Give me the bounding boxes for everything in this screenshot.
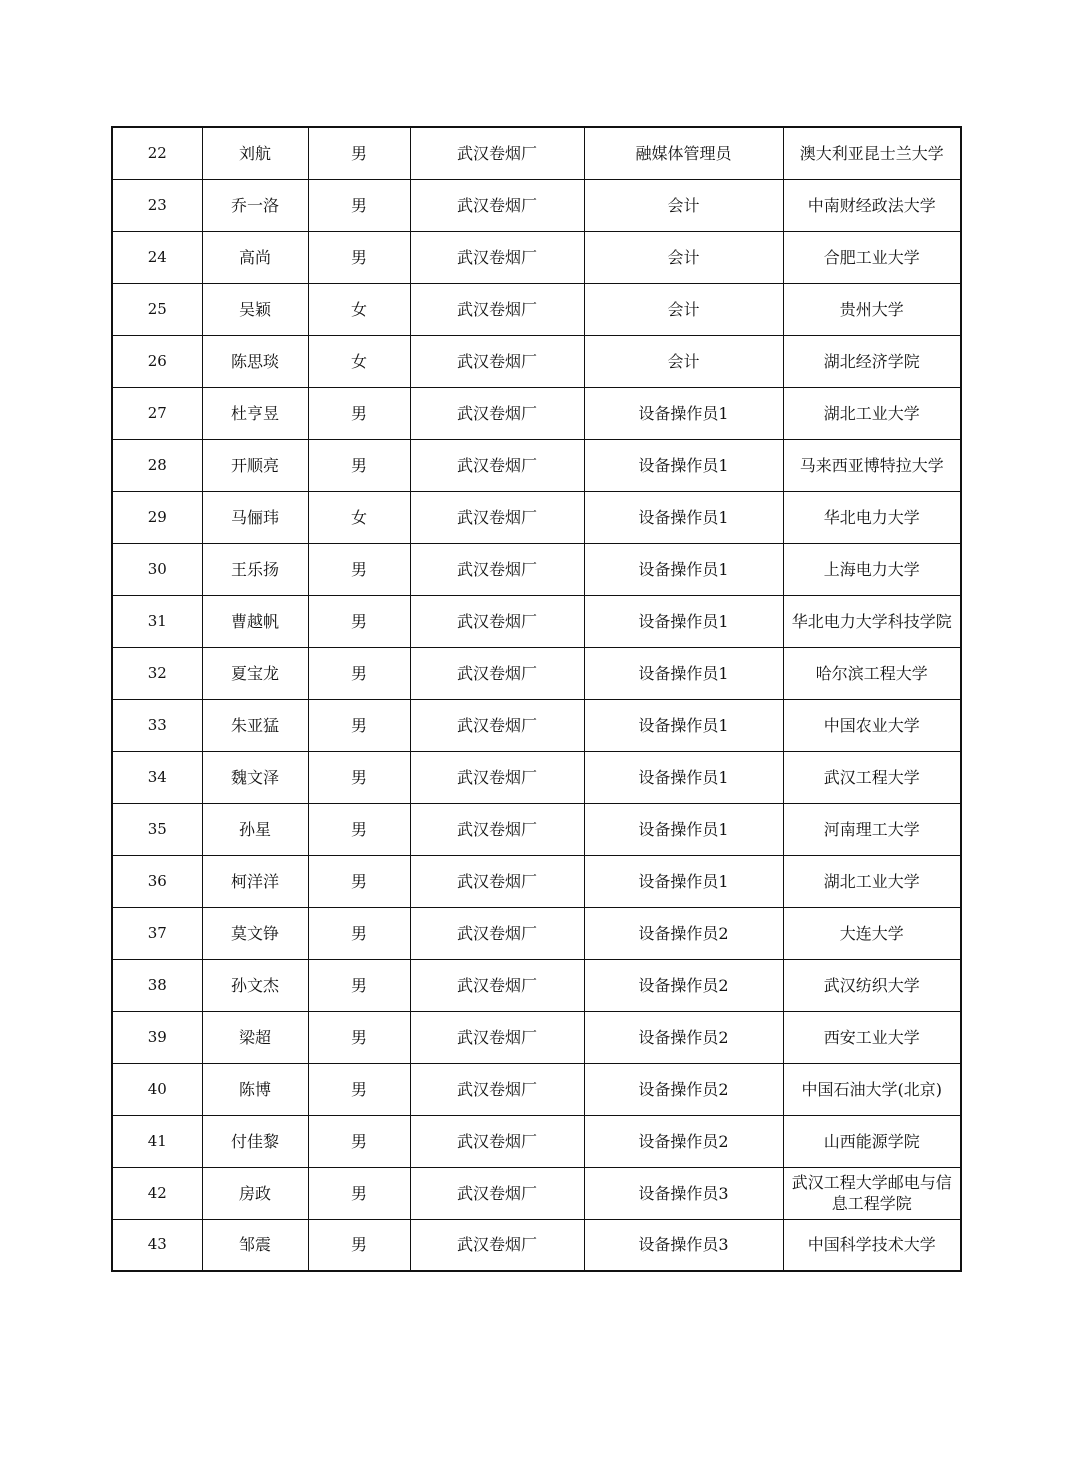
cell-unit: 武汉卷烟厂 xyxy=(410,1011,584,1063)
table-row xyxy=(112,595,961,647)
cell-number: 22 xyxy=(112,127,202,179)
cell-unit: 武汉卷烟厂 xyxy=(410,751,584,803)
cell-gender: 男 xyxy=(308,803,410,855)
cell-number: 32 xyxy=(112,647,202,699)
cell-unit: 武汉卷烟厂 xyxy=(410,595,584,647)
cell-name: 马俪玮 xyxy=(202,491,308,543)
table-row xyxy=(112,699,961,751)
table-row xyxy=(112,1063,961,1115)
cell-unit: 武汉卷烟厂 xyxy=(410,855,584,907)
cell-position: 设备操作员2 xyxy=(584,959,783,1011)
cell-gender: 男 xyxy=(308,907,410,959)
cell-name: 付佳黎 xyxy=(202,1115,308,1167)
cell-gender: 女 xyxy=(308,335,410,387)
cell-name: 孙文杰 xyxy=(202,959,308,1011)
cell-number: 40 xyxy=(112,1063,202,1115)
table-row xyxy=(112,283,961,335)
cell-gender: 女 xyxy=(308,283,410,335)
cell-number: 33 xyxy=(112,699,202,751)
cell-unit: 武汉卷烟厂 xyxy=(410,491,584,543)
table-row xyxy=(112,387,961,439)
cell-number: 34 xyxy=(112,751,202,803)
cell-name: 曹越帆 xyxy=(202,595,308,647)
cell-position: 会计 xyxy=(584,283,783,335)
cell-position: 设备操作员1 xyxy=(584,855,783,907)
cell-unit: 武汉卷烟厂 xyxy=(410,439,584,491)
cell-school: 湖北工业大学 xyxy=(783,387,961,439)
cell-position: 设备操作员1 xyxy=(584,699,783,751)
cell-number: 31 xyxy=(112,595,202,647)
cell-gender: 男 xyxy=(308,959,410,1011)
table-row xyxy=(112,335,961,387)
cell-gender: 男 xyxy=(308,231,410,283)
cell-position: 会计 xyxy=(584,179,783,231)
cell-unit: 武汉卷烟厂 xyxy=(410,647,584,699)
cell-number: 39 xyxy=(112,1011,202,1063)
cell-school: 哈尔滨工程大学 xyxy=(783,647,961,699)
cell-unit: 武汉卷烟厂 xyxy=(410,1063,584,1115)
cell-number: 42 xyxy=(112,1167,202,1219)
table-row xyxy=(112,231,961,283)
cell-number: 38 xyxy=(112,959,202,1011)
cell-position: 设备操作员1 xyxy=(584,387,783,439)
cell-name: 开顺亮 xyxy=(202,439,308,491)
cell-gender: 男 xyxy=(308,127,410,179)
table-row xyxy=(112,959,961,1011)
cell-name: 高尚 xyxy=(202,231,308,283)
cell-name: 吴颖 xyxy=(202,283,308,335)
cell-position: 融媒体管理员 xyxy=(584,127,783,179)
cell-number: 36 xyxy=(112,855,202,907)
table-row xyxy=(112,179,961,231)
cell-position: 设备操作员1 xyxy=(584,543,783,595)
cell-name: 邹震 xyxy=(202,1219,308,1271)
cell-gender: 男 xyxy=(308,699,410,751)
cell-number: 23 xyxy=(112,179,202,231)
cell-unit: 武汉卷烟厂 xyxy=(410,179,584,231)
cell-school: 武汉工程大学 xyxy=(783,751,961,803)
cell-unit: 武汉卷烟厂 xyxy=(410,231,584,283)
cell-position: 设备操作员1 xyxy=(584,751,783,803)
table-row xyxy=(112,907,961,959)
cell-gender: 男 xyxy=(308,751,410,803)
cell-name: 王乐扬 xyxy=(202,543,308,595)
cell-gender: 男 xyxy=(308,855,410,907)
cell-position: 设备操作员3 xyxy=(584,1219,783,1271)
cell-position: 设备操作员3 xyxy=(584,1167,783,1219)
cell-gender: 女 xyxy=(308,491,410,543)
cell-name: 夏宝龙 xyxy=(202,647,308,699)
roster-table xyxy=(111,126,962,1272)
cell-school: 中国科学技术大学 xyxy=(783,1219,961,1271)
cell-name: 柯洋洋 xyxy=(202,855,308,907)
cell-number: 27 xyxy=(112,387,202,439)
cell-gender: 男 xyxy=(308,1011,410,1063)
cell-position: 设备操作员1 xyxy=(584,647,783,699)
cell-unit: 武汉卷烟厂 xyxy=(410,335,584,387)
table-row xyxy=(112,1167,961,1219)
cell-name: 梁超 xyxy=(202,1011,308,1063)
cell-gender: 男 xyxy=(308,1115,410,1167)
table-row xyxy=(112,647,961,699)
cell-gender: 男 xyxy=(308,387,410,439)
cell-name: 陈思琰 xyxy=(202,335,308,387)
cell-unit: 武汉卷烟厂 xyxy=(410,907,584,959)
cell-number: 26 xyxy=(112,335,202,387)
cell-position: 设备操作员2 xyxy=(584,1063,783,1115)
cell-unit: 武汉卷烟厂 xyxy=(410,699,584,751)
table-row xyxy=(112,127,961,179)
cell-gender: 男 xyxy=(308,1063,410,1115)
cell-number: 29 xyxy=(112,491,202,543)
cell-name: 刘航 xyxy=(202,127,308,179)
cell-school: 中国石油大学(北京) xyxy=(783,1063,961,1115)
cell-position: 设备操作员1 xyxy=(584,439,783,491)
table-row xyxy=(112,803,961,855)
cell-school: 大连大学 xyxy=(783,907,961,959)
table-row xyxy=(112,543,961,595)
cell-school: 山西能源学院 xyxy=(783,1115,961,1167)
cell-school: 武汉纺织大学 xyxy=(783,959,961,1011)
cell-name: 莫文铮 xyxy=(202,907,308,959)
cell-position: 设备操作员2 xyxy=(584,907,783,959)
cell-gender: 男 xyxy=(308,595,410,647)
cell-gender: 男 xyxy=(308,1167,410,1219)
cell-gender: 男 xyxy=(308,179,410,231)
cell-number: 35 xyxy=(112,803,202,855)
table-row xyxy=(112,855,961,907)
cell-school: 西安工业大学 xyxy=(783,1011,961,1063)
cell-name: 陈博 xyxy=(202,1063,308,1115)
cell-name: 朱亚猛 xyxy=(202,699,308,751)
cell-number: 24 xyxy=(112,231,202,283)
cell-unit: 武汉卷烟厂 xyxy=(410,283,584,335)
cell-school: 中南财经政法大学 xyxy=(783,179,961,231)
cell-school: 武汉工程大学邮电与信息工程学院 xyxy=(783,1167,961,1219)
cell-number: 43 xyxy=(112,1219,202,1271)
cell-position: 设备操作员1 xyxy=(584,491,783,543)
table-row xyxy=(112,1219,961,1271)
cell-position: 会计 xyxy=(584,231,783,283)
cell-name: 魏文泽 xyxy=(202,751,308,803)
cell-gender: 男 xyxy=(308,647,410,699)
cell-school: 马来西亚博特拉大学 xyxy=(783,439,961,491)
cell-gender: 男 xyxy=(308,1219,410,1271)
cell-unit: 武汉卷烟厂 xyxy=(410,803,584,855)
table-row xyxy=(112,491,961,543)
cell-school: 湖北工业大学 xyxy=(783,855,961,907)
cell-school: 湖北经济学院 xyxy=(783,335,961,387)
table-row xyxy=(112,1011,961,1063)
cell-unit: 武汉卷烟厂 xyxy=(410,127,584,179)
cell-school: 河南理工大学 xyxy=(783,803,961,855)
cell-unit: 武汉卷烟厂 xyxy=(410,1219,584,1271)
cell-position: 设备操作员2 xyxy=(584,1115,783,1167)
cell-number: 37 xyxy=(112,907,202,959)
cell-unit: 武汉卷烟厂 xyxy=(410,1167,584,1219)
cell-name: 孙星 xyxy=(202,803,308,855)
cell-school: 澳大利亚昆士兰大学 xyxy=(783,127,961,179)
cell-school: 合肥工业大学 xyxy=(783,231,961,283)
cell-number: 30 xyxy=(112,543,202,595)
cell-school: 华北电力大学科技学院 xyxy=(783,595,961,647)
cell-position: 设备操作员1 xyxy=(584,595,783,647)
table-row xyxy=(112,1115,961,1167)
cell-school: 上海电力大学 xyxy=(783,543,961,595)
table-row xyxy=(112,751,961,803)
cell-unit: 武汉卷烟厂 xyxy=(410,959,584,1011)
cell-number: 41 xyxy=(112,1115,202,1167)
cell-name: 杜亨昱 xyxy=(202,387,308,439)
cell-school: 贵州大学 xyxy=(783,283,961,335)
cell-unit: 武汉卷烟厂 xyxy=(410,387,584,439)
cell-position: 设备操作员2 xyxy=(584,1011,783,1063)
cell-unit: 武汉卷烟厂 xyxy=(410,1115,584,1167)
cell-school: 华北电力大学 xyxy=(783,491,961,543)
cell-gender: 男 xyxy=(308,439,410,491)
cell-number: 25 xyxy=(112,283,202,335)
cell-gender: 男 xyxy=(308,543,410,595)
cell-position: 设备操作员1 xyxy=(584,803,783,855)
cell-name: 房政 xyxy=(202,1167,308,1219)
cell-number: 28 xyxy=(112,439,202,491)
cell-name: 乔一洛 xyxy=(202,179,308,231)
cell-school: 中国农业大学 xyxy=(783,699,961,751)
table-row xyxy=(112,439,961,491)
roster-table-body xyxy=(112,127,961,1271)
cell-unit: 武汉卷烟厂 xyxy=(410,543,584,595)
cell-position: 会计 xyxy=(584,335,783,387)
